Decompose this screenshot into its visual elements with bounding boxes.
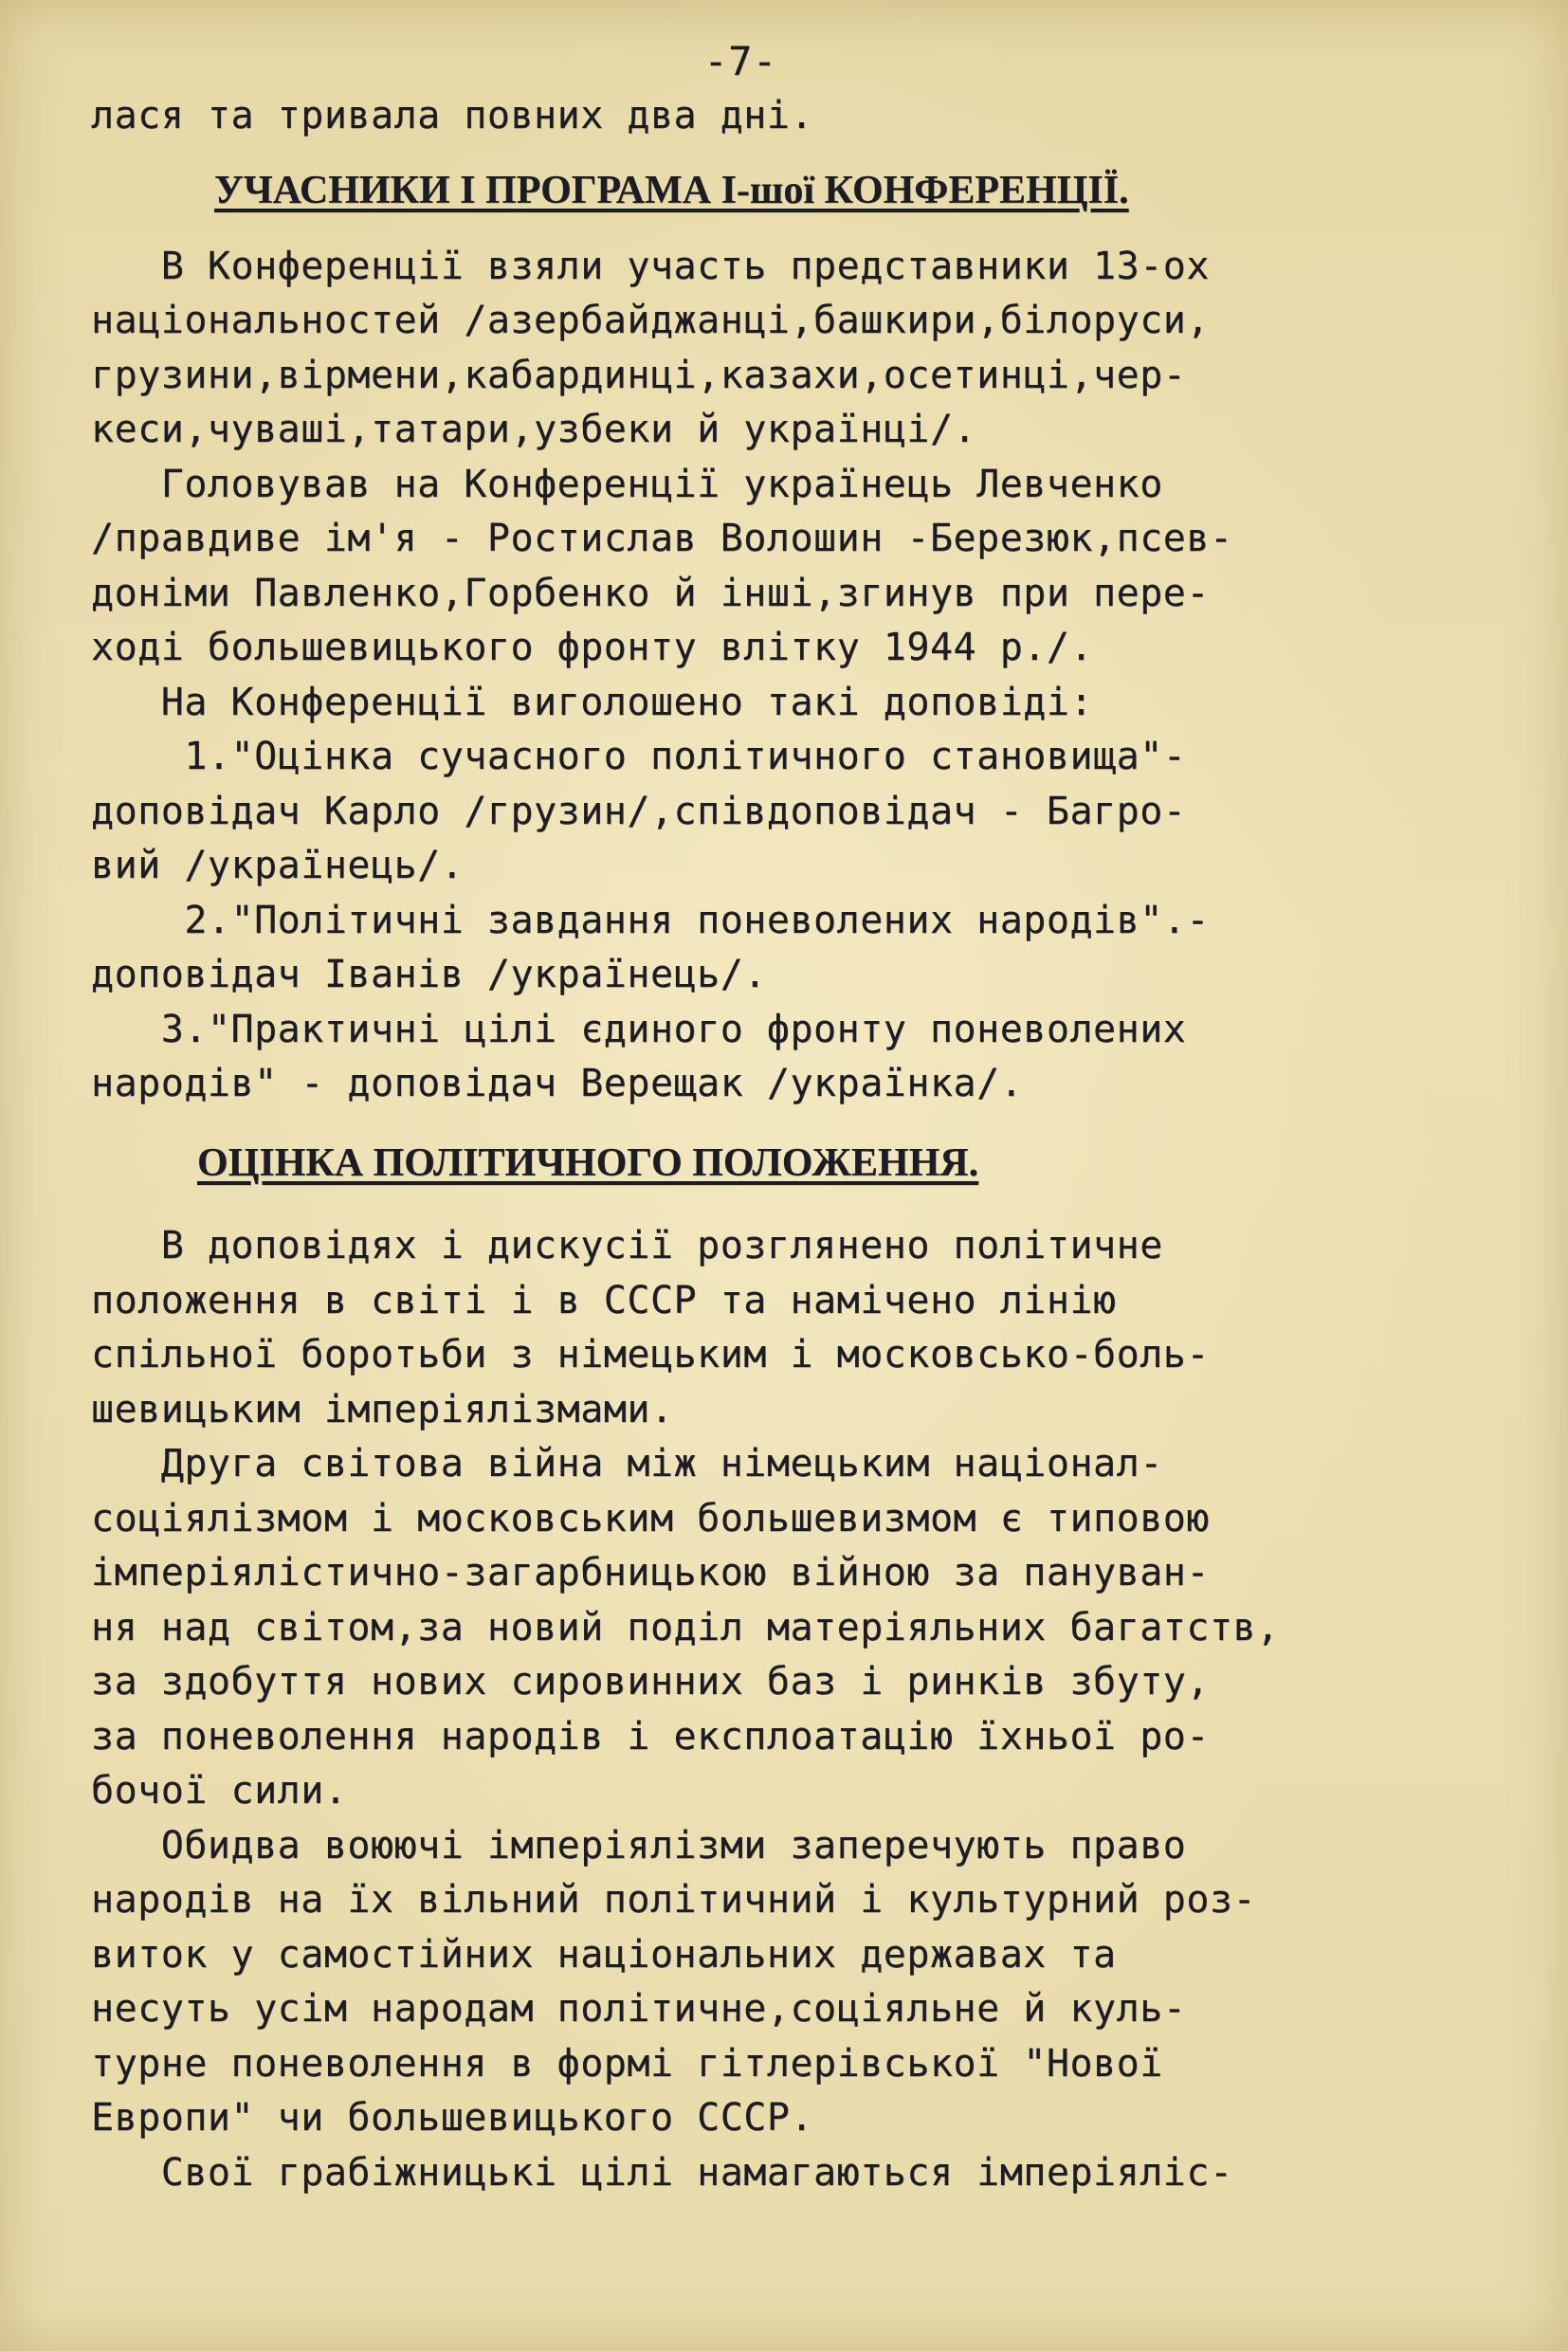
text-line: несуть усім народам політичне,соціяльне й куль- bbox=[91, 1987, 1187, 2031]
typewritten-text bbox=[91, 34, 1513, 2200]
text-line: На Конференції виголошено такі доповіді: bbox=[91, 680, 1094, 724]
page-number: -7- bbox=[703, 38, 777, 84]
text-line: виток у самостійних національних державах та bbox=[91, 1932, 1117, 1977]
text-line: Головував на Конференції українець Левченко bbox=[91, 462, 1163, 506]
text-line: В Конференції взяли участь представники 13-ох bbox=[91, 244, 1210, 288]
text-line: національностей /азербайджанці,башкири,білоруси, bbox=[91, 299, 1210, 342]
text-line: ня над світом,за новий поділ матеріяльних багатств, bbox=[91, 1605, 1280, 1649]
text-line: вий /українець/. bbox=[91, 844, 465, 887]
text-line: доніми Павленко,Горбенко й інші,згинув при пере- bbox=[91, 571, 1210, 615]
text-line: бочої сили. bbox=[91, 1769, 348, 1813]
text-line: 2."Політичні завдання поневолених народів".- bbox=[91, 898, 1210, 942]
text-line: ході большевицького фронту влітку 1944 р./. bbox=[91, 626, 1094, 669]
text-line: народів на їх вільний політичний і культурний роз- bbox=[91, 1878, 1257, 1922]
section-heading-assessment bbox=[91, 1137, 1513, 1192]
text-line: Свої грабіжницькі цілі намагаються імперіяліс- bbox=[91, 2150, 1233, 2195]
text-line: за поневолення народів і експлоатацію їхньої ро- bbox=[91, 1714, 1210, 1759]
text-line: /правдиве ім'я - Ростислав Волошин -Березюк,псев- bbox=[91, 517, 1233, 560]
text-line: спільної боротьби з німецьким і московсько-боль- bbox=[91, 1333, 1210, 1376]
text-line: В доповідях і дискусії розглянено політичне bbox=[91, 1224, 1163, 1267]
text-line: соціялізмом і московським большевизмом є типовою bbox=[91, 1496, 1210, 1540]
text-line: доповідач Карло /грузин/,співдоповідач - Багро- bbox=[91, 789, 1187, 833]
text-line: Друга світова війна між німецьким націонал- bbox=[91, 1442, 1163, 1485]
text-line: доповідач Іванів /українець/. bbox=[91, 953, 767, 996]
text-line: 1."Оцінка сучасного політичного становища"- bbox=[91, 735, 1187, 778]
text-line: грузини,вірмени,кабардинці,казахи,осетинці,чер- bbox=[91, 353, 1187, 397]
text-line: положення в світі і в СССР та намічено лінію bbox=[91, 1278, 1117, 1322]
text-line: кеси,чуваші,татари,узбеки й українці/. bbox=[91, 408, 977, 451]
text-line: Обидва воюючі імперіялізми заперечують право bbox=[91, 1823, 1187, 1868]
text-line: 3."Практичні цілі єдиного фронту поневолених bbox=[91, 1007, 1187, 1051]
text-line: шевицьким імперіялізмами. bbox=[91, 1387, 674, 1431]
text-line: за здобуття нових сировинних баз і ринків збуту, bbox=[91, 1660, 1210, 1704]
section-heading-assessment-text: ОЦІНКА ПОЛІТИЧНОГО ПОЛОЖЕННЯ. bbox=[197, 1140, 979, 1185]
text-line: імперіялістично-загарбницькою війною за пануван- bbox=[91, 1551, 1210, 1595]
text-line: Европи" чи большевицького СССР. bbox=[91, 2096, 814, 2140]
text-line: народів" - доповідач Верещак /українка/. bbox=[91, 1062, 1024, 1105]
opening-line: лася та тривала повних два дні. bbox=[91, 93, 814, 137]
section-heading-participants-text: УЧАСНИКИ І ПРОГРАМА І-шої КОНФЕРЕНЦІЇ. bbox=[214, 169, 1129, 212]
text-line: турне поневолення в формі гітлерівської "Нової bbox=[91, 2041, 1163, 2086]
section-heading-participants bbox=[91, 164, 1513, 219]
